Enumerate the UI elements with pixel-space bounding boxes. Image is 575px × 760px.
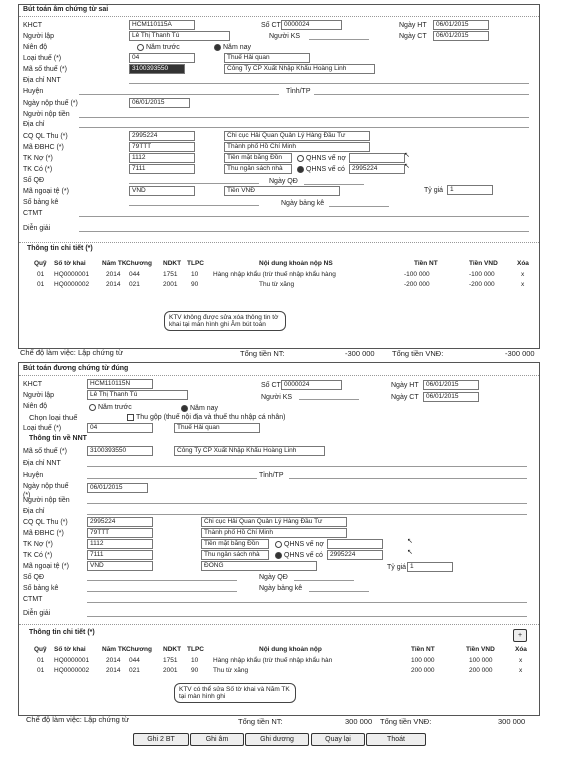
cell-so-to-khai: HQ0000001 <box>54 271 90 278</box>
ngay-ht-label: Ngày HT <box>399 22 427 29</box>
tk-co-label: TK Có (*) <box>23 166 53 173</box>
qhns-no-field[interactable] <box>327 539 383 549</box>
ma-ngoai-te-label: Mã ngoại tệ (*) <box>23 563 69 570</box>
radio-icon <box>297 155 304 162</box>
ma-ngoai-te-name: ĐONG <box>201 561 317 571</box>
ma-dbhc-name: Thành phố Hồ Chí Minh <box>201 528 347 538</box>
ma-ngoai-te-label: Mã ngoại tệ (*) <box>23 188 69 195</box>
nguoi-lap-field[interactable]: Lê Thị Thanh Tú <box>87 390 188 400</box>
negative-entry-panel <box>18 4 540 349</box>
ty-gia-field[interactable]: 1 <box>407 562 453 572</box>
cell-quy: 01 <box>37 271 45 278</box>
radio-icon <box>137 44 144 51</box>
loai-thue-field[interactable]: 04 <box>87 423 153 433</box>
checkbox-label: Thu gộp (thuế nội địa và thuế thu nhập cá nhân) <box>136 414 286 421</box>
cell-tien-nt: 200 000 <box>411 667 435 674</box>
ghi-am-button[interactable]: Ghi âm <box>190 733 244 746</box>
table-row[interactable] <box>29 270 534 280</box>
cell-chuong: 021 <box>129 281 140 288</box>
ngay-ct-label: Ngày CT <box>391 394 419 401</box>
ngay-nop-thue-field[interactable]: 06/01/2015 <box>129 98 190 108</box>
soct-label: Số CT <box>261 382 281 389</box>
radio-label: Năm trước <box>98 404 132 411</box>
loai-thue-label: Loại thuế (*) <box>23 55 62 62</box>
ma-dbhc-field[interactable]: 79TTT <box>87 528 153 538</box>
panel-title: Bút toán âm chứng từ sai <box>23 6 109 13</box>
cell-tlpc: 10 <box>191 271 199 278</box>
dien-giai-label: Diễn giải <box>23 225 51 232</box>
nguoi-nop-tien-field[interactable] <box>87 495 527 504</box>
radio-icon <box>181 405 188 412</box>
thu-gop-checkbox[interactable] <box>127 413 285 422</box>
tong-vnd-label: Tổng tiền VNĐ: <box>392 349 444 358</box>
thu-ngan-sach-field: Thu ngân sách nhà <box>224 164 292 174</box>
tien-mat-field: Tiền mặt bằng Đồn <box>224 153 292 163</box>
tk-co-field[interactable]: 7111 <box>129 164 195 174</box>
ngay-qd-label: Ngày QĐ <box>269 178 298 185</box>
delete-icon[interactable]: x <box>521 281 525 288</box>
cell-tien-vnd: 200 000 <box>469 667 493 674</box>
ctmt-field[interactable] <box>87 594 527 603</box>
tong-nt-label: Tổng tiền NT: <box>240 349 285 358</box>
mode-label: Chế độ làm việc: Lập chứng từ <box>26 715 130 724</box>
cell-tien-nt: -100 000 <box>404 271 430 278</box>
huyen-field[interactable] <box>87 470 257 479</box>
ctmt-label: CTMT <box>23 596 43 603</box>
delete-icon[interactable]: x <box>519 667 523 674</box>
nguoi-lap-field[interactable]: Lê Thị Thanh Tú <box>129 31 230 41</box>
tinh-tp-field[interactable] <box>314 86 529 95</box>
huyen-label: Huyện <box>23 88 44 95</box>
cell-so-to-khai[interactable]: HQ0000002 <box>54 667 90 674</box>
radio-label: Năm nay <box>223 44 252 51</box>
radio-nam-truoc[interactable] <box>137 43 180 52</box>
positive-entry-panel <box>18 362 540 716</box>
huyen-field[interactable] <box>79 86 279 95</box>
so-bang-ke-field[interactable] <box>129 197 259 206</box>
nguoi-nop-tien-label: Người nộp tiền <box>23 111 70 118</box>
cell-tien-vnd: -100 000 <box>469 271 495 278</box>
thu-ngan-sach-field: Thu ngân sách nhà <box>201 550 269 560</box>
mst-name: Công Ty CP Xuất Nhập Khẩu Hoàng Linh <box>174 446 325 456</box>
soct-field[interactable]: 0000024 <box>281 20 342 30</box>
col-so-to-khai: Số tờ khai <box>54 646 86 653</box>
cell-chuong: 021 <box>129 667 140 674</box>
tong-vnd-value: 300 000 <box>498 717 526 726</box>
col-noi-dung: Nội dung khoản nộp <box>259 646 322 653</box>
cell-tien-vnd: -200 000 <box>469 281 495 288</box>
soct-field[interactable]: 0000024 <box>281 380 342 390</box>
ngay-ct-field[interactable]: 06/01/2015 <box>423 392 479 402</box>
table-header <box>29 645 534 655</box>
mst-label: Mã số thuế (*) <box>23 448 67 455</box>
tinh-tp-label: Tỉnh/TP <box>259 472 284 479</box>
ngay-nop-thue-label: Ngày nộp thuế (*) <box>23 100 78 107</box>
ty-gia-label: Tỷ giá <box>387 564 407 571</box>
nien-do-label: Niên độ <box>23 403 48 410</box>
ghi-duong-button[interactable]: Ghi dương <box>245 733 309 746</box>
table-row[interactable] <box>29 280 534 290</box>
cell-quy: 01 <box>37 281 45 288</box>
col-quy: Quỹ <box>34 646 47 653</box>
nnt-section-title: Thông tin về NNT <box>29 435 87 442</box>
note-bubble: KTV không được sửa xóa thông tin tờ khai tại màn hình ghi Âm bút toán <box>164 311 286 331</box>
loai-thue-field[interactable]: 04 <box>129 53 195 63</box>
cell-ndkt: 1751 <box>163 271 178 278</box>
cell-nam-tk: 2014 <box>106 271 121 278</box>
loai-thue-name: Thuế Hải quan <box>174 423 260 433</box>
nguoi-nop-tien-label: Người nộp tiền <box>23 497 70 504</box>
ngay-ht-label: Ngày HT <box>391 382 419 389</box>
qhns-co-field[interactable]: 2995224 <box>349 164 405 174</box>
nguoi-ks-label: Người KS <box>269 33 301 40</box>
ngay-qd-field[interactable] <box>304 176 364 185</box>
tk-no-label: TK Nợ (*) <box>23 155 53 162</box>
nguoi-ks-label: Người KS <box>261 394 293 401</box>
dia-chi-nnt-field[interactable] <box>87 458 527 467</box>
dia-chi-nnt-label: Địa chỉ NNT <box>23 77 61 84</box>
cell-quy: 01 <box>37 667 45 674</box>
table-row[interactable] <box>29 656 534 666</box>
col-quy: Quỹ <box>34 260 47 267</box>
cell-tlpc: 90 <box>191 281 199 288</box>
cell-so-to-khai: HQ0000002 <box>54 281 90 288</box>
cell-quy: 01 <box>37 657 45 664</box>
cell-chuong: 044 <box>129 271 140 278</box>
huyen-label: Huyện <box>23 472 44 479</box>
note-bubble: KTV có thể sửa Số tờ khai và Năm TK tại màn hình ghi <box>174 683 296 703</box>
cq-ql-thu-label: CQ QL Thu (*) <box>23 519 68 526</box>
ghi-2-bt-button[interactable]: Ghi 2 BT <box>133 733 189 746</box>
ctmt-field[interactable] <box>79 208 529 217</box>
mst-name: Công Ty CP Xuất Nhập Khẩu Hoàng Linh <box>224 64 375 74</box>
cell-ndkt: 2001 <box>163 281 178 288</box>
ma-dbhc-name: Thành phố Hồ Chí Minh <box>224 142 370 152</box>
so-qd-label: Số QĐ <box>23 177 45 184</box>
col-xoa: Xóa <box>515 646 527 653</box>
cell-tien-nt: 100 000 <box>411 657 435 664</box>
ma-ngoai-te-field[interactable]: VND <box>87 561 153 571</box>
col-chuong: Chương <box>126 646 152 653</box>
ngay-nop-thue-field[interactable]: 06/01/2015 <box>87 483 148 493</box>
col-xoa: Xóa <box>517 260 529 267</box>
panel-title: Bút toán đương chứng từ đúng <box>23 365 129 372</box>
ma-dbhc-label: Mã ĐBHC (*) <box>23 530 64 537</box>
delete-icon[interactable]: x <box>521 271 525 278</box>
col-tlpc: TLPC <box>187 646 204 653</box>
cell-nam-tk[interactable]: 2014 <box>106 667 121 674</box>
tong-nt-label: Tổng tiền NT: <box>238 717 283 726</box>
col-tien-nt: Tiền NT <box>414 260 438 267</box>
so-qd-label: Số QĐ <box>23 574 45 581</box>
khct-label: KHCT <box>23 381 43 388</box>
cell-noi-dung: Thu từ xăng <box>259 281 295 288</box>
cq-ql-thu-name: Chi cục Hải Quan Quản Lý Hàng Đầu Tư <box>201 517 347 527</box>
ngay-ct-field[interactable]: 06/01/2015 <box>433 31 489 41</box>
nguoi-nop-tien-field[interactable] <box>79 109 529 118</box>
ngay-bang-ke-field[interactable] <box>329 198 389 207</box>
radio-nam-nay[interactable] <box>214 43 251 52</box>
col-tlpc: TLPC <box>187 260 204 267</box>
detail-title: Thông tin chi tiết (*) <box>27 245 93 252</box>
col-tien-nt: Tiền NT <box>411 646 435 653</box>
nguoi-lap-label: Người lập <box>23 33 55 40</box>
delete-icon[interactable]: x <box>519 657 523 664</box>
tk-co-field[interactable]: 7111 <box>87 550 153 560</box>
radio-icon <box>214 44 221 51</box>
cell-ndkt: 1751 <box>163 657 178 664</box>
tk-co-label: TK Có (*) <box>23 552 53 559</box>
nien-do-label: Niên độ <box>23 44 48 51</box>
add-row-button[interactable]: + <box>513 629 527 642</box>
col-nam-tk: Năm TK <box>102 646 127 653</box>
tien-mat-field: Tiền mặt bằng Đồn <box>201 539 269 549</box>
qhns-no-label: QHNS vế nợ <box>297 154 346 163</box>
ngay-nop-thue-label: Ngày nộp thuế (*) <box>23 483 69 499</box>
radio-icon <box>275 552 282 559</box>
loai-thue-label: Loại thuế (*) <box>23 425 62 432</box>
qhns-co-label: QHNS vế có <box>297 165 345 174</box>
col-tien-vnd: Tiền VND <box>466 646 495 653</box>
chon-loai-thue-label: Chọn loại thuế <box>29 413 78 422</box>
cell-ndkt: 2001 <box>163 667 178 674</box>
cell-noi-dung: Thu từ xăng <box>213 667 249 674</box>
nguoi-ks-field[interactable] <box>299 391 359 400</box>
mst-field[interactable]: 3100393550 <box>87 446 153 456</box>
col-so-to-khai: Số tờ khai <box>54 260 86 267</box>
qhns-no-label: QHNS vế nợ <box>275 540 324 549</box>
ctmt-label: CTMT <box>23 210 43 217</box>
col-noi-dung: Nội dung khoản nộp NS <box>259 260 333 267</box>
ngay-qd-label: Ngày QĐ <box>259 574 288 581</box>
thoat-button[interactable]: Thoát <box>366 733 426 746</box>
cell-tlpc: 10 <box>191 657 199 664</box>
col-nam-tk: Năm TK <box>102 260 127 267</box>
col-ndkt: NDKT <box>163 260 182 267</box>
radio-icon <box>275 541 282 548</box>
so-bang-ke-label: Số bảng kê <box>23 199 59 206</box>
ma-dbhc-field[interactable]: 79TTT <box>129 142 195 152</box>
mode-label: Chế độ làm việc: Lập chứng từ <box>20 348 124 357</box>
lookup-icon[interactable]: ↖ <box>404 152 410 159</box>
dia-chi-nnt-label: Địa chỉ NNT <box>23 460 61 467</box>
lookup-icon[interactable]: ↖ <box>407 549 413 556</box>
ma-dbhc-label: Mã ĐBHC (*) <box>23 144 64 151</box>
qhns-no-field[interactable] <box>349 153 405 163</box>
cq-ql-thu-label: CQ QL Thu (*) <box>23 133 68 140</box>
mst-label: Mã số thuế (*) <box>23 66 67 73</box>
khct-field[interactable]: HCM110115A <box>129 20 195 30</box>
table-header <box>29 259 534 269</box>
cell-so-to-khai[interactable]: HQ0000001 <box>54 657 90 664</box>
so-qd-field[interactable] <box>87 572 237 581</box>
radio-icon <box>297 166 304 173</box>
cell-noi-dung: Hàng nhập khẩu (trừ thuế nhập khẩu hàn <box>213 657 333 664</box>
ty-gia-field[interactable]: 1 <box>447 185 493 195</box>
ma-ngoai-te-name: Tiền VNĐ <box>224 186 340 196</box>
cell-tien-vnd: 100 000 <box>469 657 493 664</box>
ngay-ct-label: Ngày CT <box>399 33 427 40</box>
lookup-icon[interactable]: ↖ <box>407 538 413 545</box>
ty-gia-label: Tỷ giá <box>424 187 444 194</box>
tk-no-field[interactable]: 1112 <box>87 539 153 549</box>
col-ndkt: NDKT <box>163 646 182 653</box>
checkbox-icon <box>127 414 134 421</box>
tk-no-label: TK Nợ (*) <box>23 541 53 548</box>
lookup-icon[interactable]: ↖ <box>404 163 410 170</box>
detail-title: Thông tin chi tiết (*) <box>29 629 95 636</box>
ngay-bang-ke-field[interactable] <box>309 583 369 592</box>
khct-field[interactable]: HCM110115N <box>87 379 153 389</box>
radio-label: Năm nay <box>190 405 219 412</box>
mst-field[interactable]: 3100393550 <box>129 64 185 74</box>
dien-giai-field[interactable] <box>79 223 529 232</box>
dia-chi-label: Địa chỉ <box>23 121 45 128</box>
dia-chi-nnt-field[interactable] <box>129 75 529 84</box>
cell-chuong: 044 <box>129 657 140 664</box>
dia-chi-field[interactable] <box>79 119 529 128</box>
radio-label: Năm trước <box>146 44 180 51</box>
cell-nam-tk: 2014 <box>106 281 121 288</box>
ngay-ht-field[interactable]: 06/01/2015 <box>423 380 479 390</box>
tinh-tp-label: Tỉnh/TP <box>286 88 311 95</box>
tong-nt-value: 300 000 <box>345 717 373 726</box>
radio-nam-truoc[interactable] <box>89 403 132 412</box>
tinh-tp-field[interactable] <box>289 470 527 479</box>
tk-no-field[interactable]: 1112 <box>129 153 195 163</box>
qhns-co-field[interactable]: 2995224 <box>327 550 383 560</box>
dia-chi-field[interactable] <box>87 506 527 515</box>
tong-vnd-value: -300 000 <box>505 349 535 358</box>
loai-thue-name: Thuế Hải quan <box>224 53 310 63</box>
radio-icon <box>89 404 96 411</box>
col-chuong: Chương <box>126 260 152 267</box>
cell-noi-dung: Hàng nhập khẩu (trừ thuế nhập khẩu hàng <box>213 271 336 278</box>
ngay-bang-ke-label: Ngày bảng kê <box>259 585 303 592</box>
soct-label: Số CT <box>261 22 281 29</box>
ma-ngoai-te-field[interactable]: VND <box>129 186 195 196</box>
dia-chi-label: Địa chỉ <box>23 508 45 515</box>
cq-ql-thu-field[interactable]: 2995224 <box>87 517 153 527</box>
dien-giai-field[interactable] <box>87 608 527 617</box>
ngay-bang-ke-label: Ngày bảng kê <box>281 200 325 207</box>
table-row[interactable] <box>29 666 534 676</box>
col-tien-vnd: Tiền VND <box>469 260 498 267</box>
so-bang-ke-field[interactable] <box>87 583 237 592</box>
tong-vnd-label: Tổng tiền VNĐ: <box>380 717 432 726</box>
ngay-ht-field[interactable]: 06/01/2015 <box>433 20 489 30</box>
nguoi-ks-field[interactable] <box>309 31 369 40</box>
cell-tlpc: 90 <box>191 667 199 674</box>
cell-tien-nt: -200 000 <box>404 281 430 288</box>
so-qd-field[interactable] <box>129 175 259 184</box>
cell-nam-tk[interactable]: 2014 <box>106 657 121 664</box>
khct-label: KHCT <box>23 22 43 29</box>
nguoi-lap-label: Người lập <box>23 392 55 399</box>
ngay-qd-field[interactable] <box>294 572 354 581</box>
so-bang-ke-label: Số bảng kê <box>23 585 59 592</box>
dien-giai-label: Diễn giải <box>23 610 51 617</box>
tong-nt-value: -300 000 <box>345 349 375 358</box>
cq-ql-thu-field[interactable]: 2995224 <box>129 131 195 141</box>
quay-lai-button[interactable]: Quay lại <box>311 733 365 746</box>
cq-ql-thu-name: Chi cục Hải Quan Quản Lý Hàng Đầu Tư <box>224 131 370 141</box>
radio-nam-nay[interactable] <box>181 404 218 413</box>
qhns-co-label: QHNS vế có <box>275 551 323 560</box>
